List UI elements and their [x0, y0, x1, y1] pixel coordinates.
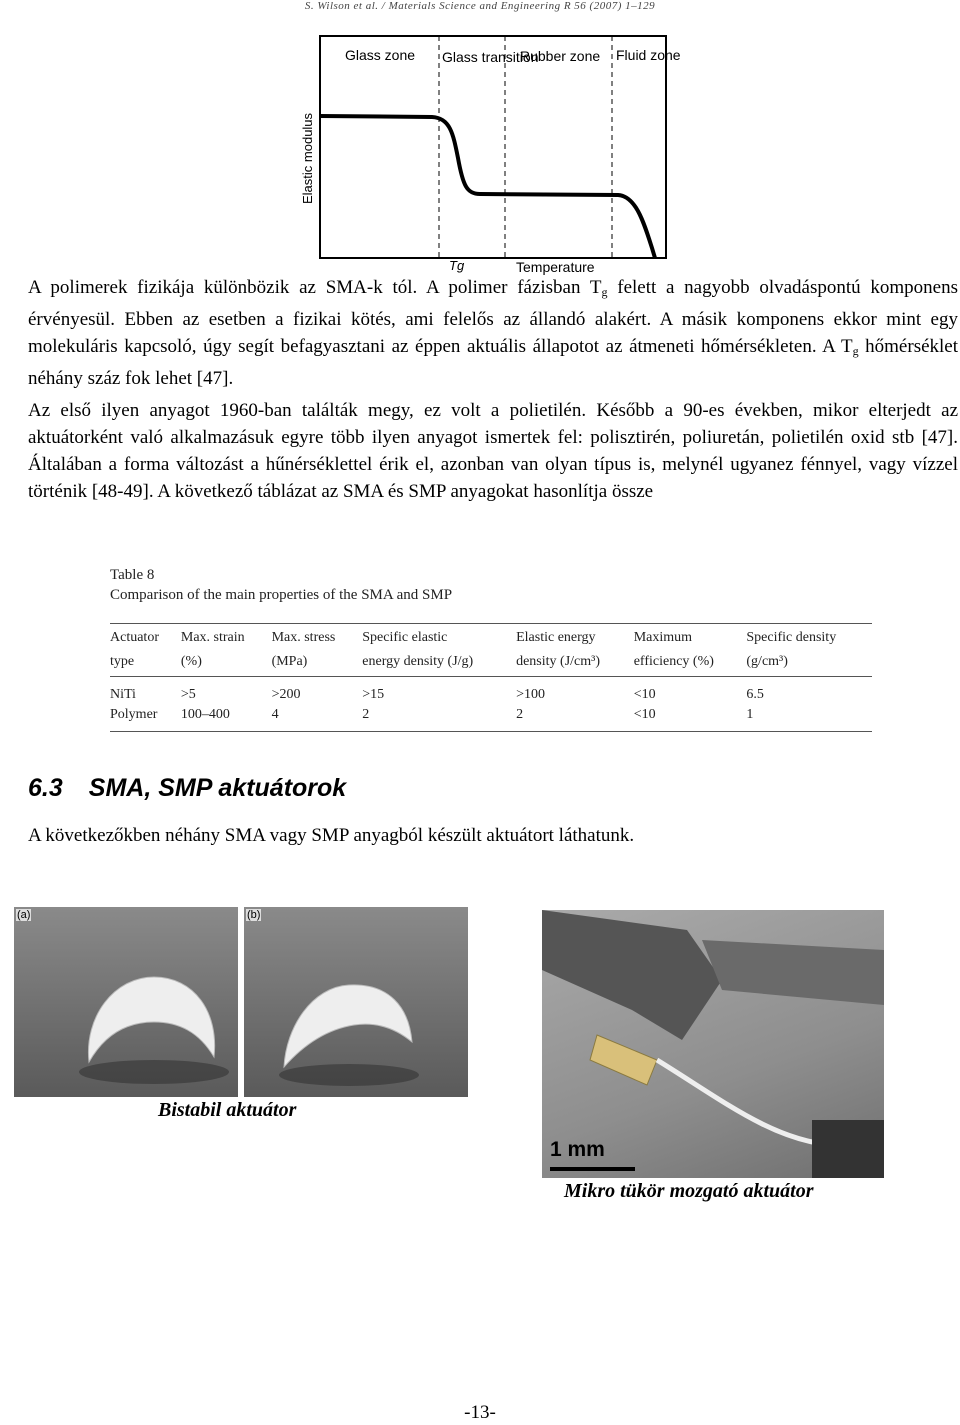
paragraph-3: A következőkben néhány SMA vagy SMP anyagból készült aktuátort láthatunk.	[28, 825, 635, 846]
modulus-curve	[320, 116, 655, 258]
y-axis-label: Elastic modulus	[300, 112, 315, 204]
header-actuator-type: Actuator type	[110, 630, 159, 669]
cell: >100	[516, 687, 545, 702]
photo-label-a: (a)	[17, 909, 31, 921]
section-number: 6.3	[28, 774, 63, 802]
cell: >5	[180, 687, 196, 702]
zone-label-glass: Glass zone	[345, 47, 416, 63]
cell: 2	[516, 707, 524, 722]
header-max-stress: Max. stress (MPa)	[271, 630, 336, 669]
comparison-table-block	[110, 565, 872, 732]
zone-label-transition: Glass transition	[442, 49, 539, 65]
cell: 6.5	[746, 687, 764, 702]
paragraph-1: A polimerek fizikája különbözik az SMA-k tól. A polimer fázisban $T_g$ felett a nagyobb olvadáspontú komponens érvényesül. Ebben az esetben a fizikai kötés, ami felelős az állandó alakért. A másik komponens ekkor mint egy molekuláris kapcsoló, úgy segít befagyasztani az éppen aktuális állapotot az átmeneti hőmérsékleten. A $T_g$ hőmérséklet néhány száz fok lehet [47].	[28, 277, 959, 389]
header-specific-density: Specific density (g/cm³)	[746, 630, 837, 669]
bistable-actuator-shape-a	[14, 907, 238, 1097]
cell: <10	[633, 687, 656, 702]
zone-label-fluid: Fluid zone	[616, 47, 681, 63]
bistable-actuator-shape-b	[244, 907, 468, 1097]
scale-bar-label: 1 mm	[550, 1138, 605, 1161]
page-number: -13-	[464, 1402, 496, 1423]
cell: >200	[271, 687, 301, 702]
header-specific-elastic-energy: Specific elastic energy density (J/g)	[362, 630, 474, 669]
caption-bistable: Bistabil aktuátor	[158, 1099, 297, 1121]
caption-micro-mirror: Mikro tükör mozgató aktuátor	[564, 1180, 814, 1202]
table-row	[110, 677, 872, 706]
section-title: SMA, SMP aktuátorok	[88, 774, 347, 802]
header-elastic-energy-density: Elastic energy density (J/cm³)	[516, 630, 600, 669]
paragraph-2: Az első ilyen anyagot 1960-ban találták megy, ez volt a polietilén. Később a 90-es években, mikor elterjedt az aktuátorként való alkalmazásuk egyre több ilyen anyagot ismertek fel: polisztirén, poliuretán, polietilén oxid stb [47]. Általában a forma változást a hűnérséklettel érik el, azonban van olyan típus is, melynél ugyanez fénnyel, vagy vízzel történik [48-49]. A következő táblázat az SMA és SMP anyagokat hasonlítja össze	[28, 400, 958, 502]
header-max-efficiency: Maximum efficiency (%)	[633, 630, 714, 669]
cell: 100–400	[180, 707, 230, 722]
photo-micro-mirror-actuator	[542, 910, 884, 1178]
cell: <10	[633, 707, 656, 722]
table-row	[110, 705, 872, 732]
cell: 2	[362, 707, 370, 722]
photo-bistable-a	[14, 907, 238, 1097]
x-axis-label: Temperature	[516, 259, 595, 275]
tg-label: Tg	[449, 258, 465, 273]
cell: 1	[746, 707, 754, 722]
cell: Polymer	[110, 707, 158, 722]
running-header: S. Wilson et al. / Materials Science and Engineering R 56 (2007) 1–129	[304, 0, 656, 12]
zone-label-rubber: Rubber zone	[520, 48, 601, 64]
cell: >15	[362, 687, 385, 702]
comparison-table	[110, 623, 872, 732]
table-header-row	[110, 624, 872, 677]
header-max-strain: Max. strain (%)	[180, 630, 245, 669]
cell: 4	[271, 707, 279, 722]
modulus-temperature-figure	[300, 28, 681, 278]
table-label: Table 8	[110, 567, 155, 583]
photo-bistable-b	[244, 907, 468, 1097]
cell: NiTi	[110, 687, 136, 702]
photo-label-b: (b)	[247, 909, 261, 921]
table-caption: Comparison of the main properties of the SMA and SMP	[110, 587, 453, 603]
figure-frame	[320, 36, 666, 258]
section-heading	[28, 774, 346, 803]
